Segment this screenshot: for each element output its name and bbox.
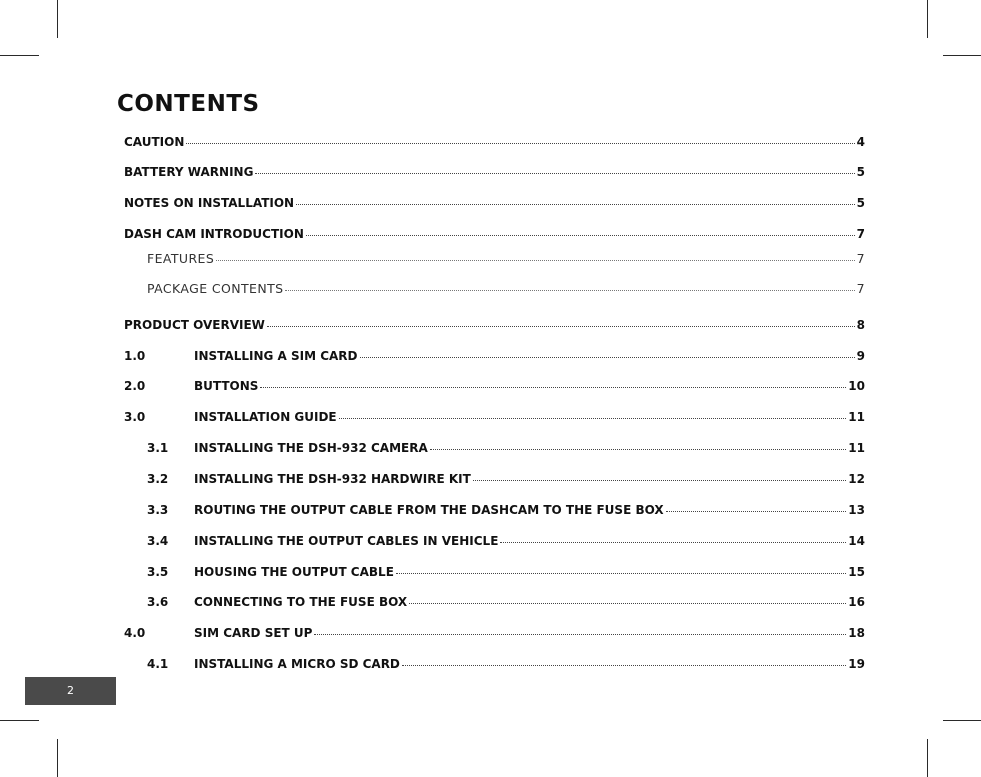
crop-mark-bottom-left-horizontal <box>0 720 39 721</box>
toc-entry-page: 13 <box>848 503 865 517</box>
crop-mark-top-right-horizontal <box>943 55 981 56</box>
toc-entry-label: CONNECTING TO THE FUSE BOX <box>194 595 408 609</box>
toc-entry-4-0[interactable] <box>124 625 865 641</box>
toc-leader-dots <box>339 417 847 419</box>
toc-entry-label: ROUTING THE OUTPUT CABLE FROM THE DASHCAM TO THE FUSE BOX <box>194 503 664 517</box>
toc-entry-number: 3.0 <box>124 410 146 424</box>
toc-entry-label: HOUSING THE OUTPUT CABLE <box>194 565 394 579</box>
toc-leader-dots <box>396 572 846 574</box>
toc-leader-dots <box>666 510 847 512</box>
toc-leader-dots <box>430 448 847 450</box>
toc-leader-dots <box>216 259 854 261</box>
toc-entry-label: INSTALLING THE DSH-932 CAMERA <box>194 441 428 455</box>
toc-entry-page: 7 <box>856 251 865 266</box>
toc-entry-label: NOTES ON INSTALLATION <box>124 196 295 210</box>
toc-leader-dots <box>260 386 846 388</box>
toc-entry-page: 19 <box>848 657 865 671</box>
toc-entry-page: 5 <box>856 196 865 210</box>
toc-entry-1-0[interactable] <box>124 348 865 364</box>
toc-leader-dots <box>267 325 855 327</box>
toc-entry-label: INSTALLING THE DSH-932 HARDWIRE KIT <box>194 472 471 486</box>
toc-entry-number: 4.0 <box>124 626 146 640</box>
toc-entry-number: 3.4 <box>147 534 169 548</box>
toc-entry-3-1[interactable] <box>124 440 865 456</box>
toc-entry-notes-on-installation[interactable] <box>124 195 865 211</box>
toc-leader-dots <box>500 541 846 543</box>
toc-entry-label: PACKAGE CONTENTS <box>147 281 284 296</box>
toc-entry-label: PRODUCT OVERVIEW <box>124 318 265 332</box>
toc-leader-dots <box>255 172 854 174</box>
toc-leader-dots <box>306 234 855 236</box>
toc-entry-page: 16 <box>848 595 865 609</box>
toc-leader-dots <box>285 289 854 291</box>
crop-mark-top-left-vertical <box>57 0 58 38</box>
toc-entry-page: 4 <box>856 135 865 149</box>
toc-entry-battery-warning[interactable] <box>124 164 865 180</box>
toc-entry-page: 11 <box>848 441 865 455</box>
crop-mark-bottom-right-vertical <box>927 739 928 777</box>
toc-entry-package-contents[interactable] <box>147 281 865 297</box>
toc-entry-features[interactable] <box>147 251 865 267</box>
toc-entry-label: INSTALLING A SIM CARD <box>194 349 358 363</box>
toc-leader-dots <box>360 356 855 358</box>
toc-entry-label: FEATURES <box>147 251 215 266</box>
toc-entry-page: 7 <box>856 281 865 296</box>
toc-entry-page: 15 <box>848 565 865 579</box>
toc-entry-page: 11 <box>848 410 865 424</box>
toc-entry-number: 4.1 <box>147 657 169 671</box>
toc-leader-dots <box>402 664 846 666</box>
toc-entry-number: 3.1 <box>147 441 169 455</box>
page-title: CONTENTS <box>117 91 260 117</box>
toc-entry-3-2[interactable] <box>124 471 865 487</box>
toc-entry-page: 9 <box>856 349 865 363</box>
toc-entry-number: 3.3 <box>147 503 169 517</box>
toc-entry-page: 12 <box>848 472 865 486</box>
toc-entry-3-6[interactable] <box>124 594 865 610</box>
toc-leader-dots <box>409 602 846 604</box>
toc-entry-label: INSTALLING A MICRO SD CARD <box>194 657 400 671</box>
toc-leader-dots <box>296 203 855 205</box>
toc-entry-dash-cam-introduction[interactable] <box>124 226 865 242</box>
toc-entry-label: BUTTONS <box>194 379 259 393</box>
toc-entry-product-overview[interactable] <box>124 317 865 333</box>
page-number-tab: 2 <box>25 677 116 705</box>
toc-entry-label: CAUTION <box>124 135 185 149</box>
toc-leader-dots <box>314 633 846 635</box>
toc-entry-label: DASH CAM INTRODUCTION <box>124 227 304 241</box>
toc-entry-page: 10 <box>848 379 865 393</box>
crop-mark-top-right-vertical <box>927 0 928 38</box>
toc-entry-number: 2.0 <box>124 379 146 393</box>
toc-entry-caution[interactable] <box>124 134 865 150</box>
crop-mark-bottom-left-vertical <box>57 739 58 777</box>
crop-mark-bottom-right-horizontal <box>943 720 981 721</box>
toc-entry-3-5[interactable] <box>124 564 865 580</box>
toc-entry-page: 5 <box>856 165 865 179</box>
toc-entry-label: BATTERY WARNING <box>124 165 254 179</box>
toc-leader-dots <box>473 479 847 481</box>
toc-entry-3-3[interactable] <box>124 502 865 518</box>
toc-entry-number: 1.0 <box>124 349 146 363</box>
toc-entry-3-0[interactable] <box>124 409 865 425</box>
toc-entry-label: INSTALLING THE OUTPUT CABLES IN VEHICLE <box>194 534 499 548</box>
toc-entry-4-1[interactable] <box>124 656 865 672</box>
toc-entry-page: 14 <box>848 534 865 548</box>
toc-entry-2-0[interactable] <box>124 378 865 394</box>
toc-entry-page: 18 <box>848 626 865 640</box>
crop-mark-top-left-horizontal <box>0 55 39 56</box>
toc-entry-number: 3.5 <box>147 565 169 579</box>
toc-leader-dots <box>186 142 854 144</box>
toc-entry-page: 8 <box>856 318 865 332</box>
toc-entry-number: 3.2 <box>147 472 169 486</box>
toc-entry-page: 7 <box>856 227 865 241</box>
toc-entry-label: INSTALLATION GUIDE <box>194 410 337 424</box>
toc-entry-label: SIM CARD SET UP <box>194 626 313 640</box>
toc-entry-3-4[interactable] <box>124 533 865 549</box>
toc-entry-number: 3.6 <box>147 595 169 609</box>
